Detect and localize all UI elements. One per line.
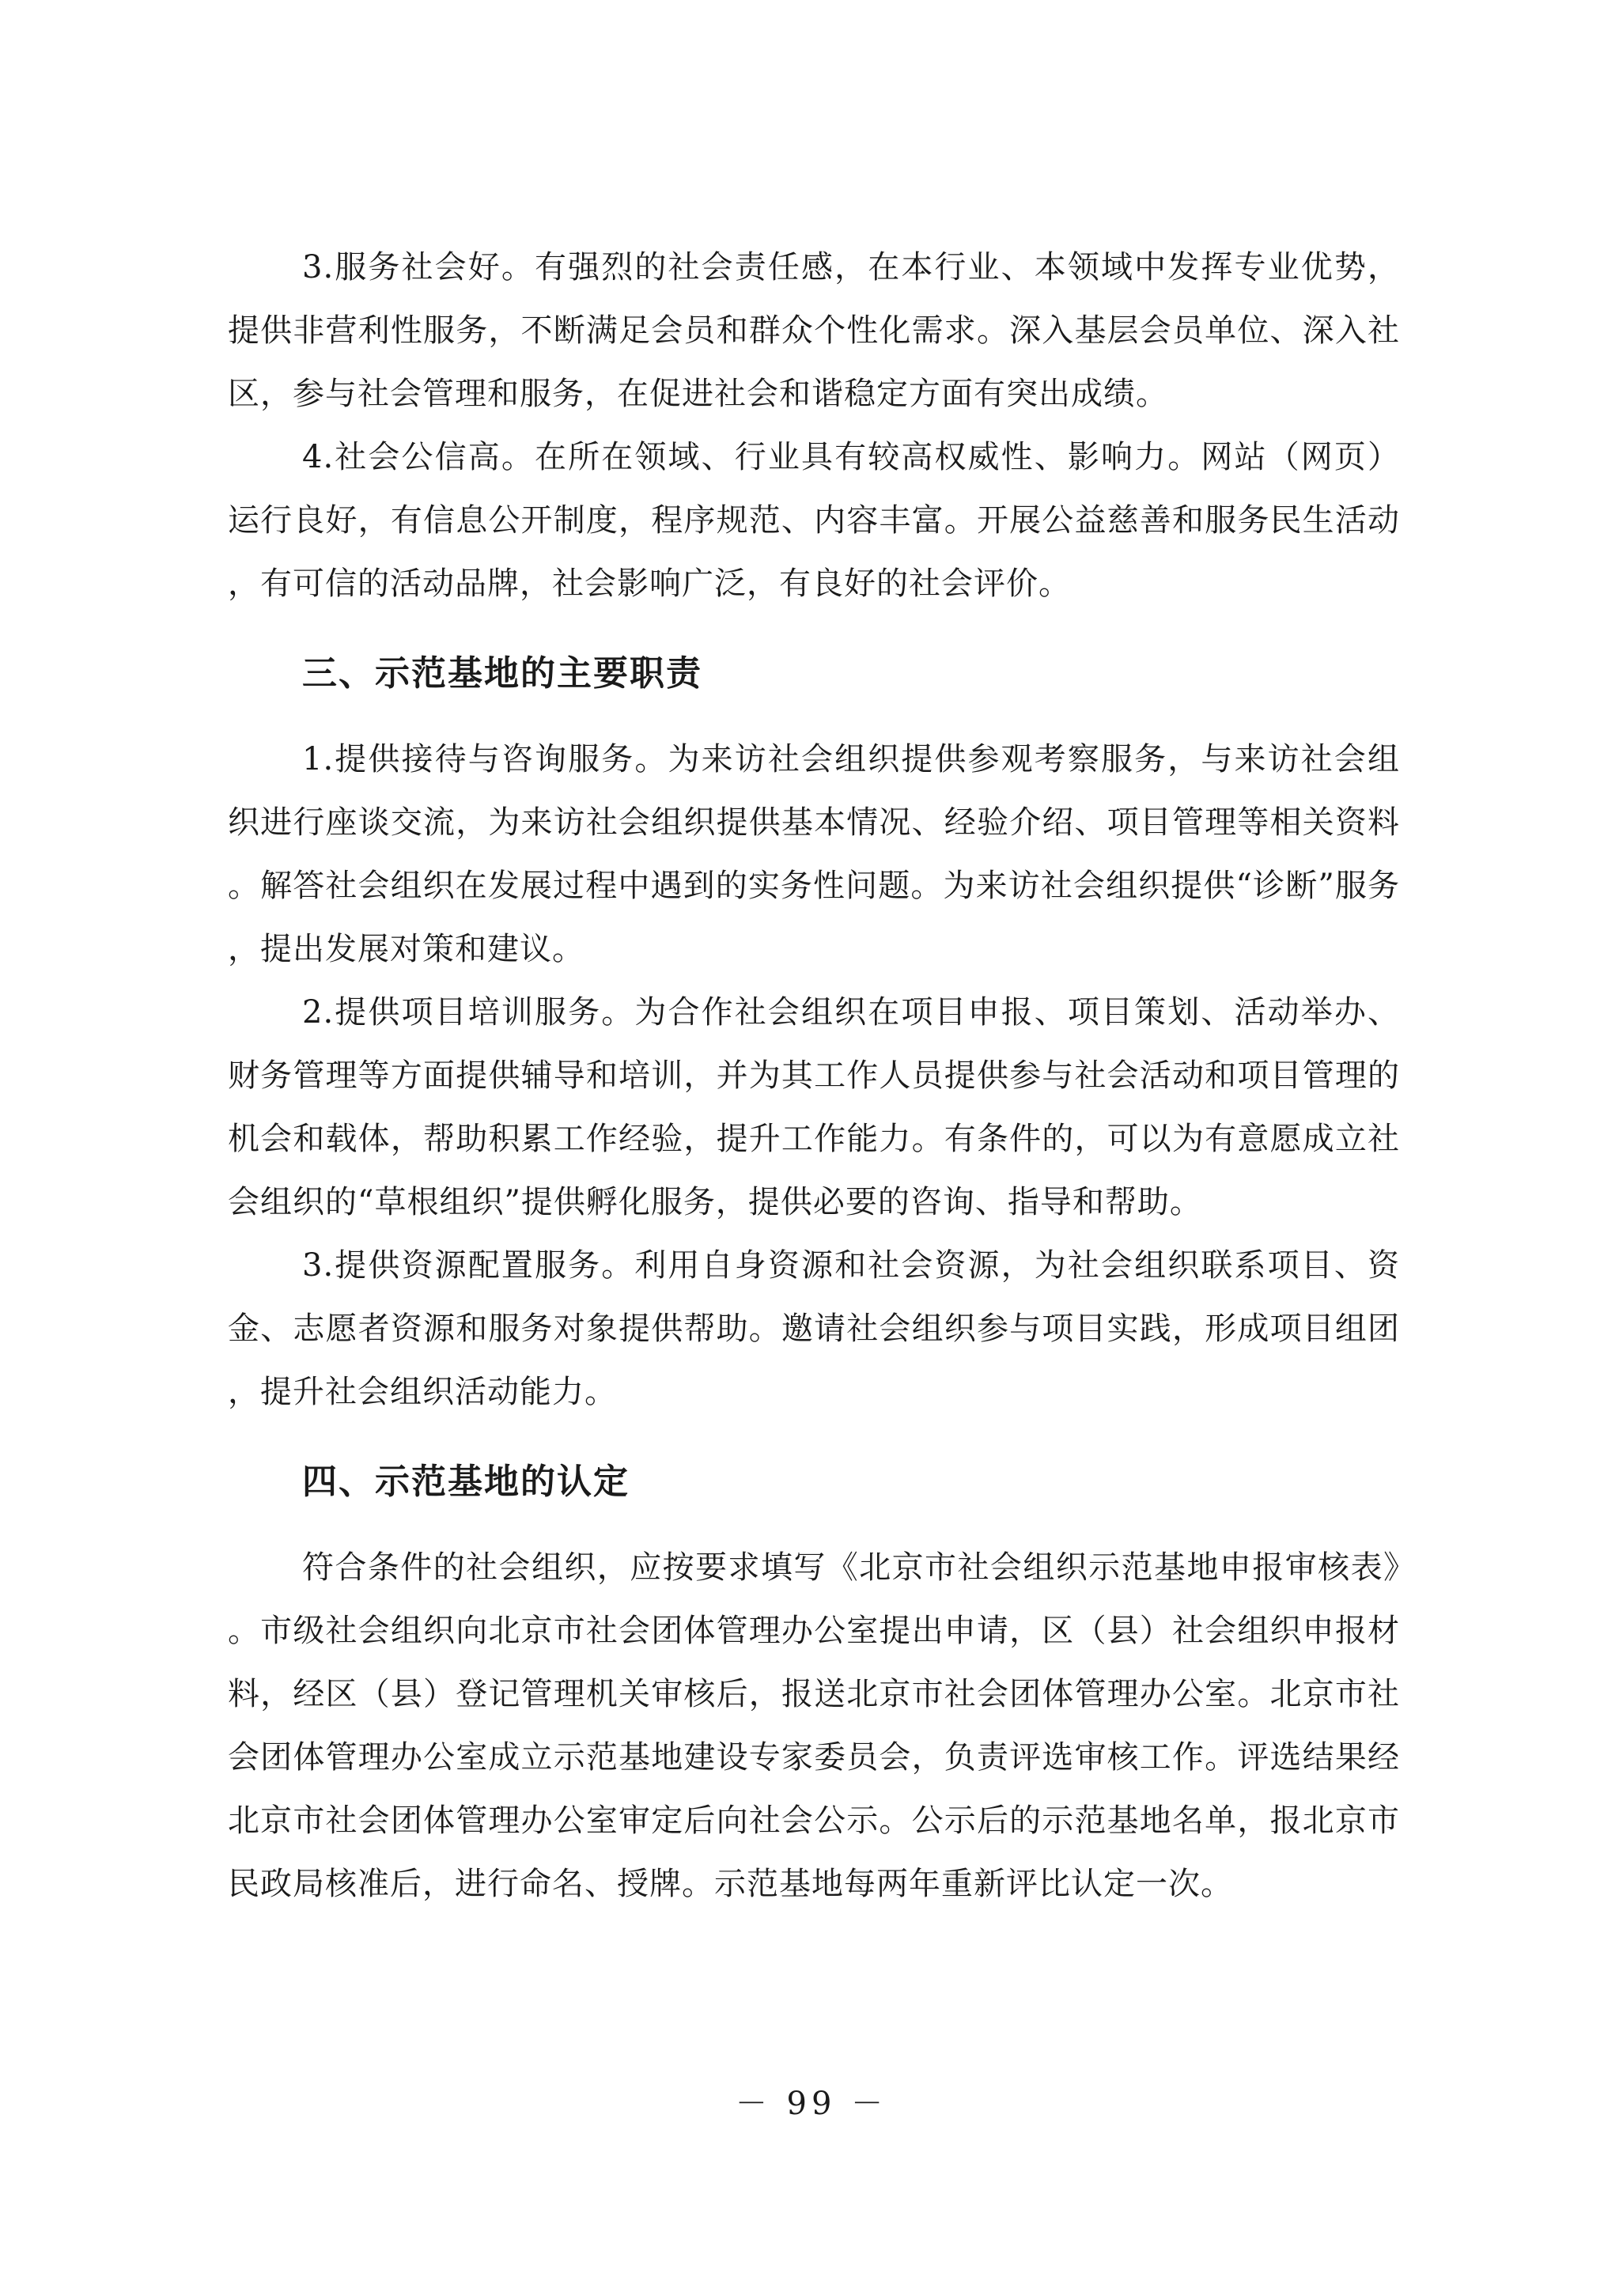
spacer — [228, 1424, 1400, 1451]
spacer — [228, 705, 1400, 728]
paragraph-certification-process: 符合条件的社会组织，应按要求填写《北京市社会组织示范基地申报审核表》。市级社会组织向北京市社会团体管理办公室提出申请，区（县）社会组织申报材料，经区（县）登记管理机关审核后，报送北京市社会团体管理办公室。北京市社会团体管理办公室成立示范基地建设专家委员会，负责评选审核工作。评选结果经北京市社会团体管理办公室审定后向社会公示。公示后的示范基地名单，报北京市民政局核准后，进行命名、授牌。示范基地每两年重新评比认定一次。 — [228, 1549, 1400, 1902]
paragraph-social-credibility: 4.社会公信高。在所在领域、行业具有较高权威性、影响力。网站（网页）运行良好，有信息公开制度，程序规范、内容丰富。开展公益慈善和服务民生活动，有可信的活动品牌，社会影响广泛，有良好的社会评价。 — [228, 439, 1400, 602]
paragraph-resource-allocation: 3.提供资源配置服务。利用自身资源和社会资源，为社会组织联系项目、资金、志愿者资源和服务对象提供帮助。邀请社会组织参与项目实践，形成项目组团，提升社会组织活动能力。 — [228, 1247, 1400, 1410]
spacer — [228, 615, 1400, 642]
spacer — [228, 1514, 1400, 1536]
section-heading-main-duties: 三、示范基地的主要职责 — [302, 653, 702, 694]
paragraph-reception-consulting: 1.提供接待与咨询服务。为来访社会组织提供参观考察服务，与来访社会组织进行座谈交流，为来访社会组织提供基本情况、经验介绍、项目管理等相关资料。解答社会组织在发展过程中遇到的实务性问题。为来访社会组织提供“诊断”服务，提出发展对策和建议。 — [228, 741, 1400, 967]
paragraph-service-society: 3.服务社会好。有强烈的社会责任感，在本行业、本领域中发挥专业优势，提供非营利性服务，不断满足会员和群众个性化需求。深入基层会员单位、深入社区，参与社会管理和服务，在促进社会和谐稳定方面有突出成绩。 — [228, 249, 1400, 412]
document-body — [228, 236, 1400, 1916]
section-heading-certification: 四、示范基地的认定 — [302, 1462, 630, 1502]
paragraph-project-training: 2.提供项目培训服务。为合作社会组织在项目申报、项目策划、活动举办、财务管理等方面提供辅导和培训，并为其工作人员提供参与社会活动和项目管理的机会和载体，帮助积累工作经验，提升工作能力。有条件的，可以为有意愿成立社会组织的“草根组织”提供孵化服务，提供必要的咨询、指导和帮助。 — [228, 994, 1400, 1220]
page-number: － 99 － — [735, 2086, 888, 2122]
